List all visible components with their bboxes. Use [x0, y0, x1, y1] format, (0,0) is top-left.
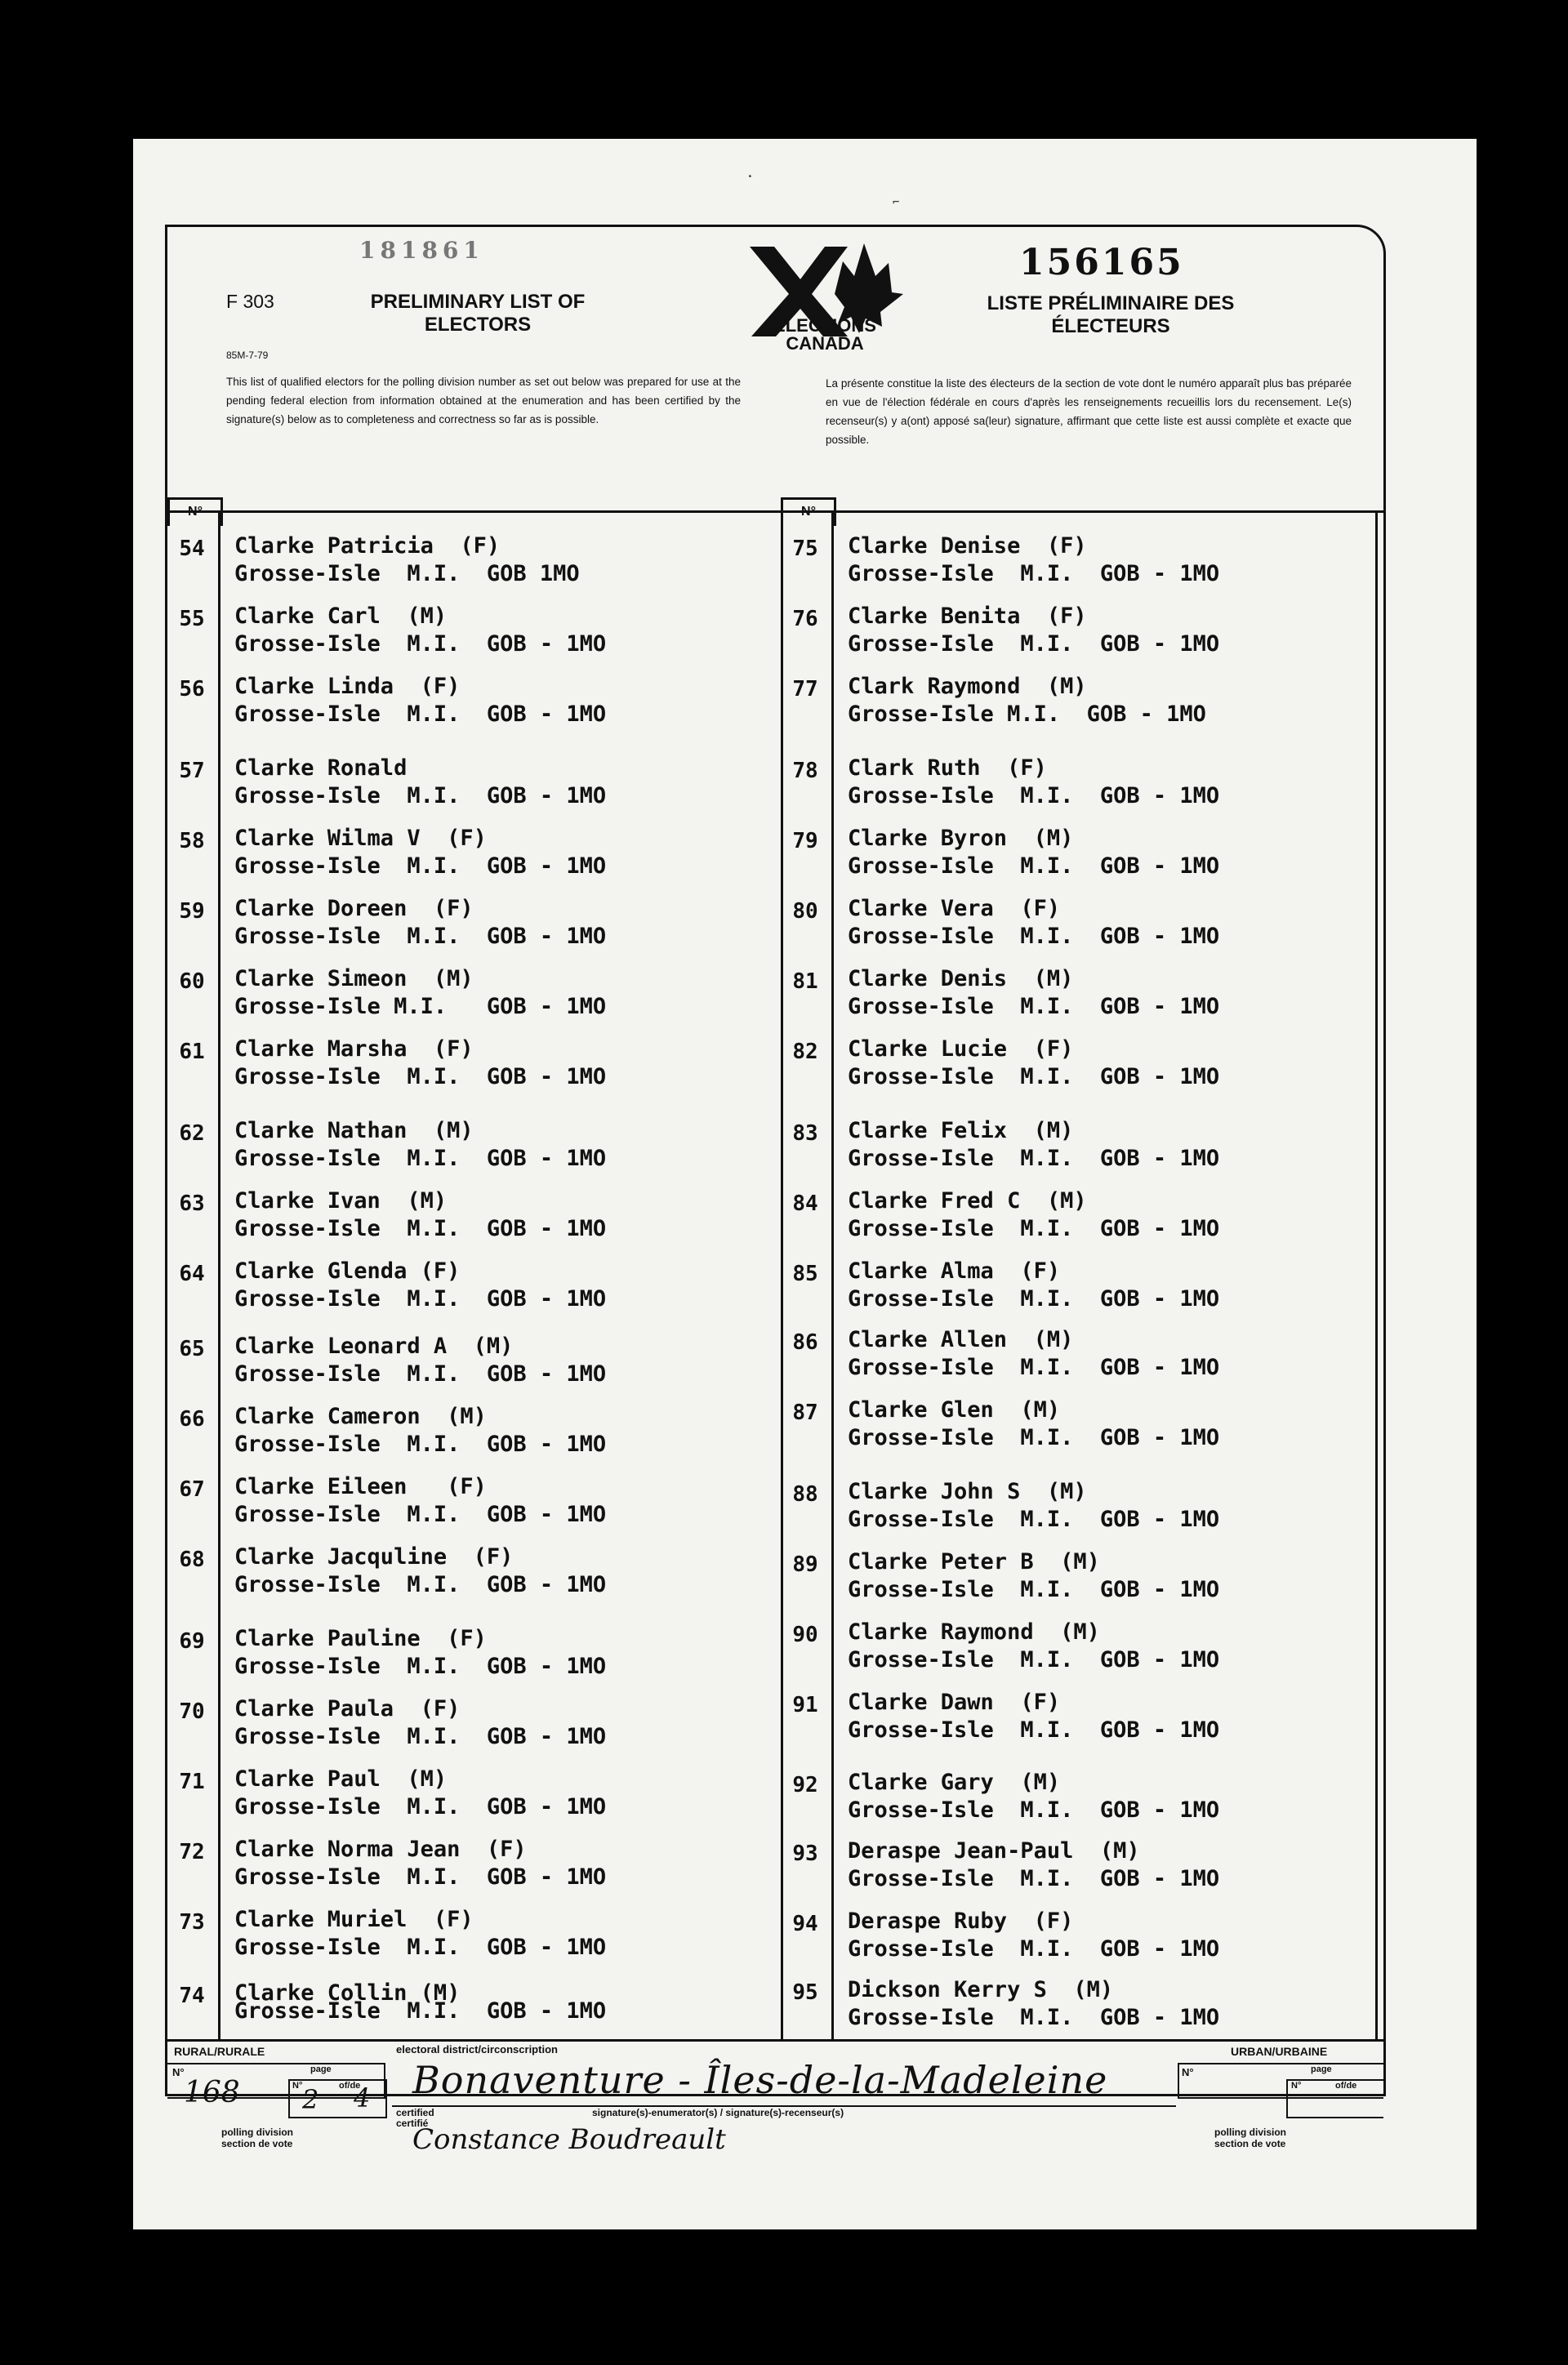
elector-row [167, 755, 723, 821]
elector-address: Grosse-Isle M.I. GOB - 1MO [234, 1432, 607, 1457]
elector-name: Clarke Alma (F) [848, 1258, 1061, 1284]
elector-number: 70 [179, 1699, 205, 1724]
polling-division-label-1: polling division [221, 2127, 293, 2138]
elector-address: Grosse-Isle M.I. GOB - 1MO [234, 701, 607, 727]
elector-address: Grosse-Isle M.I. GOB - 1MO [848, 1647, 1220, 1672]
title-fr-line1: LISTE PRÉLIMINAIRE DES [987, 292, 1235, 314]
elector-number: 71 [179, 1770, 205, 1794]
scan-mark: ⌐ [893, 196, 900, 209]
elector-row [781, 1188, 1336, 1254]
elector-address: Grosse-Isle M.I. GOB - 1MO [234, 783, 607, 808]
elector-name: Clarke Ronald [234, 755, 408, 781]
elector-number: 55 [179, 607, 205, 631]
elector-name: Clarke Benita (F) [848, 603, 1087, 629]
page-of-label: of/de [339, 2081, 361, 2091]
elector-row [781, 1977, 1336, 2042]
elector-row [781, 1770, 1336, 1835]
elector-address: Grosse-Isle M.I. GOB - 1MO [234, 1935, 607, 1960]
elector-address: Grosse-Isle M.I. GOB - 1MO [848, 1216, 1220, 1241]
elector-address: Grosse-Isle M.I. GOB - 1MO [234, 1864, 607, 1890]
rural-label: RURAL/RURALE [174, 2045, 265, 2058]
elector-number: 89 [792, 1552, 818, 1577]
document-page [133, 139, 1477, 2229]
elector-address: Grosse-Isle M.I. GOB 1MO [234, 561, 580, 586]
elector-name: Clarke Cameron (M) [234, 1404, 487, 1429]
elector-row [167, 533, 723, 599]
elector-number: 91 [792, 1693, 818, 1717]
elector-name: Clarke Denis (M) [848, 966, 1074, 991]
elector-name: Clarke Paul (M) [234, 1766, 448, 1792]
elector-row [781, 1908, 1336, 1974]
elector-number: 74 [179, 1984, 205, 2008]
rural-polling-number: 168 [184, 2076, 240, 2109]
elector-row [781, 1690, 1336, 1755]
elector-address: Grosse-Isle M.I. GOB - 1MO [848, 1064, 1220, 1089]
elector-row [167, 1837, 723, 1902]
elector-address: Grosse-Isle M.I. GOB - 1MO [848, 853, 1220, 879]
elector-address: Grosse-Isle M.I. GOB - 1MO [848, 1286, 1220, 1312]
elector-name: Clarke Peter B (M) [848, 1549, 1100, 1574]
elector-address: Grosse-Isle M.I. GOB - 1MO [848, 1146, 1220, 1171]
elector-row [167, 1696, 723, 1762]
urban-polling-division-label-2: section de vote [1214, 2138, 1286, 2149]
elector-address: Grosse-Isle M.I. GOB - 1MO [848, 1577, 1220, 1602]
elector-name: Clarke Leonard A (M) [234, 1334, 514, 1359]
logo-line2: CANADA [786, 333, 864, 351]
elector-number: 78 [792, 759, 818, 783]
elector-number: 76 [792, 607, 818, 631]
number-column-header-right: N° [781, 497, 836, 526]
certified-label-2: certifié [396, 2118, 429, 2129]
elector-address: Grosse-Isle M.I. GOB - 1MO [848, 631, 1220, 657]
elector-address: Grosse-Isle M.I. GOB - 1MO [848, 1936, 1220, 1962]
elector-number: 54 [179, 537, 205, 561]
elector-address: Grosse-Isle M.I. GOB - 1MO [848, 1797, 1220, 1823]
polling-division-label-2: section de vote [221, 2138, 293, 2149]
elector-name: Clarke Patricia (F) [234, 533, 501, 559]
elector-row [167, 674, 723, 739]
elector-number: 67 [179, 1477, 205, 1502]
elector-row [167, 1404, 723, 1469]
elector-row [167, 1766, 723, 1832]
logo-line1: ELECTIONS [773, 315, 876, 336]
title-en-line2: ELECTORS [424, 314, 532, 336]
signature-label: signature(s)-enumerator(s) / signature(s)-recenseur(s) [592, 2107, 844, 2118]
elector-name: Clarke Paula (F) [234, 1696, 461, 1721]
urban-polling-division-label-1: polling division [1214, 2127, 1286, 2138]
elector-number: 79 [792, 829, 818, 853]
urban-page-of-label: of/de [1335, 2081, 1357, 2091]
elector-name: Clarke Carl (M) [234, 603, 448, 629]
elector-name: Deraspe Jean-Paul (M) [848, 1838, 1140, 1864]
elector-name: Clarke Raymond (M) [848, 1619, 1100, 1645]
elector-name: Dickson Kerry S (M) [848, 1977, 1114, 2002]
elector-name: Clarke Doreen (F) [234, 896, 474, 921]
elector-number: 65 [179, 1337, 205, 1361]
elector-row [781, 826, 1336, 891]
title-en-line1: PRELIMINARY LIST OF [370, 291, 586, 313]
elector-address: Grosse-Isle M.I. GOB - 1MO [234, 1572, 607, 1597]
elector-row [781, 755, 1336, 821]
elector-name: Clark Raymond (M) [848, 674, 1087, 699]
elector-name: Clarke Linda (F) [234, 674, 461, 699]
elector-number: 80 [792, 899, 818, 924]
elector-name: Clarke Lucie (F) [848, 1036, 1074, 1062]
elections-canada-logo [743, 237, 906, 351]
district-label: electoral district/circonscription [396, 2043, 558, 2055]
elector-name: Clarke Eileen (F) [234, 1474, 487, 1499]
page-total: 4 [354, 2082, 371, 2113]
elector-number: 75 [792, 537, 818, 561]
elector-name: Clarke Allen (M) [848, 1327, 1074, 1352]
elector-number: 95 [792, 1980, 818, 2005]
form-footer [167, 2039, 1383, 2156]
district-value: Bonaventure - Îles-de-la-Madeleine [412, 2058, 1108, 2102]
elector-number: 59 [179, 899, 205, 924]
elector-number: 60 [179, 969, 205, 994]
enumerator-signature: Constance Boudreault [412, 2123, 726, 2156]
elector-number: 63 [179, 1191, 205, 1216]
elector-address: Grosse-Isle M.I. GOB - 1MO [234, 631, 607, 657]
elector-row [167, 826, 723, 891]
urban-no-label: N° [1182, 2066, 1194, 2078]
elector-row [167, 1334, 723, 1399]
elector-name: Clarke Byron (M) [848, 826, 1074, 851]
elector-row [167, 1544, 723, 1610]
column-rule [1375, 510, 1378, 2039]
elector-row [781, 1619, 1336, 1685]
elector-row [167, 1258, 723, 1324]
elector-address: Grosse-Isle M.I. GOB - 1MO [234, 1146, 607, 1171]
elector-number: 88 [792, 1482, 818, 1507]
elector-row [781, 1327, 1336, 1392]
intro-english: This list of qualified electors for the polling division number as set out below was prepared for use at the pending federal election from information obtained at the enumeration and has been certified by the signature(s) below as to completeness and correctness so far as is possible. [226, 376, 741, 425]
elector-number: 69 [179, 1629, 205, 1654]
elector-address: Grosse-Isle M.I. GOB - 1MO [234, 1794, 607, 1819]
elector-address: Grosse-Isle M.I. GOB - 1MO [234, 1654, 607, 1679]
elector-number: 58 [179, 829, 205, 853]
certified-label-1: certified [396, 2107, 434, 2118]
elector-number: 57 [179, 759, 205, 783]
elector-row [781, 1479, 1336, 1544]
elector-address: Grosse-Isle M.I. GOB - 1MO [848, 783, 1220, 808]
elector-row [781, 674, 1336, 739]
title-en [339, 291, 617, 336]
elector-name: Clarke Pauline (F) [234, 1626, 487, 1651]
page-no-label: N° [292, 2081, 303, 2091]
elector-address: Grosse-Isle M.I. GOB - 1MO [848, 994, 1220, 1019]
elector-row [781, 533, 1336, 599]
elector-row [781, 966, 1336, 1031]
elector-address: Grosse-Isle M.I. GOB - 1MO [234, 853, 607, 879]
elector-address: Grosse-Isle M.I. GOB - 1MO [848, 1355, 1220, 1380]
elector-row [781, 1838, 1336, 1904]
elector-number: 85 [792, 1262, 818, 1286]
elector-name: Clarke Jacquline (F) [234, 1544, 514, 1570]
elector-row [167, 1118, 723, 1183]
elector-number: 66 [179, 1407, 205, 1432]
elector-row [167, 896, 723, 961]
scan-mark: · [746, 168, 755, 185]
rural-no-label: N° [172, 2066, 185, 2078]
elector-address: Grosse-Isle M.I. GOB - 1MO [234, 1502, 607, 1527]
elector-row [167, 966, 723, 1031]
title-fr [947, 292, 1274, 338]
elector-name: Clarke Marsha (F) [234, 1036, 474, 1062]
elector-number: 77 [792, 677, 818, 701]
form-date: 85M-7-79 [226, 350, 269, 361]
elector-row [781, 1118, 1336, 1183]
urban-page-label: page [1311, 2064, 1332, 2074]
elector-number: 61 [179, 1040, 205, 1064]
elector-name: Clarke Collin (M) [234, 1980, 461, 2006]
elector-number: 68 [179, 1548, 205, 1572]
serial-number: 156165 [1019, 242, 1184, 283]
elector-row [781, 1549, 1336, 1615]
elector-row [167, 1626, 723, 1691]
elector-address: Grosse-Isle M.I. GOB - 1MO [848, 1425, 1220, 1450]
elector-number: 81 [792, 969, 818, 994]
elector-name: Clarke Vera (F) [848, 896, 1061, 921]
number-column-header-left: N° [167, 497, 223, 526]
title-fr-line2: ÉLECTEURS [1051, 315, 1170, 337]
elector-address: Grosse-Isle M.I. GOB - 1MO [848, 701, 1206, 727]
elector-number: 93 [792, 1842, 818, 1866]
elector-address: Grosse-Isle M.I. GOB - 1MO [234, 1998, 607, 2024]
elector-address: Grosse-Isle M.I. GOB - 1MO [848, 1866, 1220, 1891]
elector-number: 73 [179, 1910, 205, 1935]
elector-number: 86 [792, 1330, 818, 1355]
elector-address: Grosse-Isle M.I. GOB - 1MO [234, 994, 607, 1019]
elector-name: Clarke Muriel (F) [234, 1907, 474, 1932]
elector-number: 90 [792, 1623, 818, 1647]
elector-number: 56 [179, 677, 205, 701]
elector-name: Clarke Felix (M) [848, 1118, 1074, 1143]
intro-french: La présente constitue la liste des électeurs de la section de vote dont le numéro apparaît plus bas préparée en vue de l'élection fédérale en cours d'après les renseignements recueillis lors du recensement. Le(s) recenseur(s) y a(ont) apposé sa(leur) signature, affirmant que cette liste est aussi complète et exacte que possible. [826, 377, 1352, 446]
elector-row [167, 1907, 723, 1972]
elector-address: Grosse-Isle M.I. GOB - 1MO [848, 561, 1220, 586]
elector-address: Grosse-Isle M.I. GOB - 1MO [848, 1717, 1220, 1743]
elector-number: 94 [792, 1912, 818, 1936]
elector-row [167, 1188, 723, 1254]
elector-name: Clarke Glen (M) [848, 1397, 1061, 1423]
elector-name: Clarke Ivan (M) [234, 1188, 448, 1214]
elector-number: 84 [792, 1191, 818, 1216]
elector-address: Grosse-Isle M.I. GOB - 1MO [234, 924, 607, 949]
elector-number: 62 [179, 1121, 205, 1146]
form-code: F 303 [226, 291, 274, 312]
elector-number: 83 [792, 1121, 818, 1146]
elector-address: Grosse-Isle M.I. GOB - 1MO [234, 1216, 607, 1241]
elector-row [781, 1036, 1336, 1102]
elector-name: Clarke Glenda (F) [234, 1258, 461, 1284]
urban-page-no-label: N° [1291, 2081, 1302, 2091]
elector-name: Clarke Norma Jean (F) [234, 1837, 527, 1862]
elector-row [167, 1036, 723, 1102]
elector-row [167, 1980, 723, 2046]
elector-number: 82 [792, 1040, 818, 1064]
rural-page-label: page [310, 2064, 332, 2074]
elector-number: 64 [179, 1262, 205, 1286]
elector-address: Grosse-Isle M.I. GOB - 1MO [234, 1361, 607, 1387]
elector-address: Grosse-Isle M.I. GOB - 1MO [848, 2005, 1220, 2030]
elector-name: Clarke John S (M) [848, 1479, 1087, 1504]
elector-name: Clarke Simeon (M) [234, 966, 474, 991]
elector-number: 72 [179, 1840, 205, 1864]
elector-number: 87 [792, 1401, 818, 1425]
elector-address: Grosse-Isle M.I. GOB - 1MO [848, 1507, 1220, 1532]
elector-number: 92 [792, 1773, 818, 1797]
elector-row [781, 1397, 1336, 1463]
elector-name: Clark Ruth (F) [848, 755, 1047, 781]
elector-name: Clarke Fred C (M) [848, 1188, 1087, 1214]
header-rule [167, 510, 1383, 513]
elector-name: Clarke Denise (F) [848, 533, 1087, 559]
elector-row [167, 1474, 723, 1539]
elector-name: Clarke Nathan (M) [234, 1118, 474, 1143]
stamp-number: 181861 [359, 237, 484, 264]
page-number: 2 [302, 2084, 319, 2115]
elector-address: Grosse-Isle M.I. GOB - 1MO [234, 1286, 607, 1312]
elector-name: Clarke Wilma V (F) [234, 826, 487, 851]
electors-list-form [165, 225, 1386, 2156]
elector-row [781, 603, 1336, 669]
elector-name: Clarke Gary (M) [848, 1770, 1061, 1795]
elector-address: Grosse-Isle M.I. GOB - 1MO [234, 1064, 607, 1089]
elector-address: Grosse-Isle M.I. GOB - 1MO [234, 1724, 607, 1749]
elector-address: Grosse-Isle M.I. GOB - 1MO [848, 924, 1220, 949]
elector-name: Clarke Dawn (F) [848, 1690, 1061, 1715]
elector-row [167, 603, 723, 669]
elector-row [781, 1258, 1336, 1324]
elector-name: Deraspe Ruby (F) [848, 1908, 1074, 1934]
urban-label: URBAN/URBAINE [1231, 2045, 1328, 2058]
elector-row [781, 896, 1336, 961]
